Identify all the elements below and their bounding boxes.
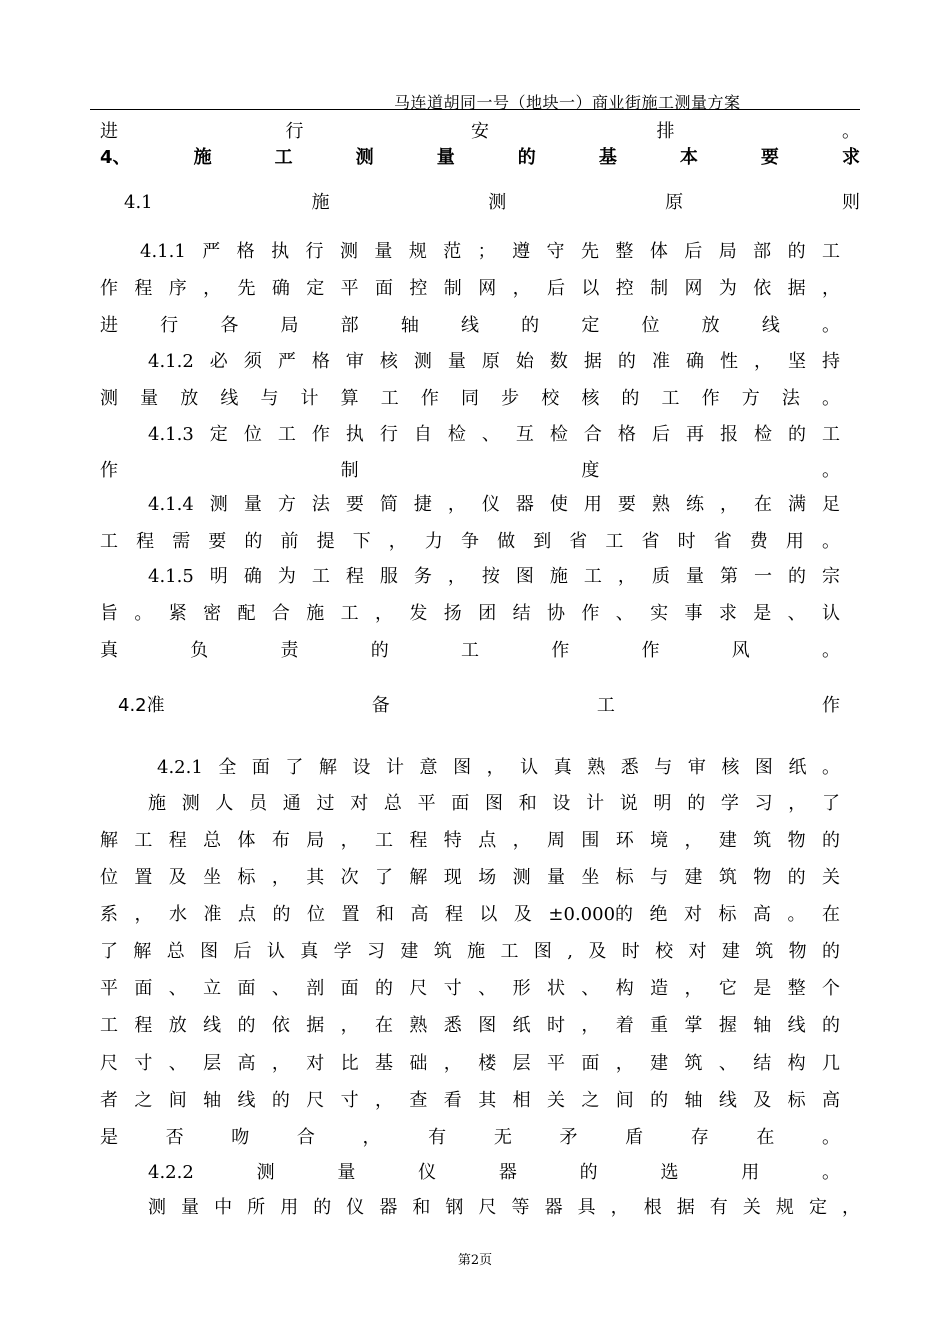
section-heading: 4、 施 工 测 量 的 基 本 要 求 [100,147,860,168]
subsection-heading: 4.2准 备 工 作 [118,695,840,716]
body-line: 工 程 放 线 的 依 据 ， 在 熟 悉 图 纸 时 ， 着 重 掌 握 轴 线 的 [100,1015,840,1036]
document-header-title: 马连道胡同一号（地块一）商业街施工测量方案 [394,93,741,112]
body-line: 施 测 人 员 通 过 对 总 平 面 图 和 设 计 说 明 的 学 习 ， 了 [148,793,840,814]
body-line: 4.1.3 定 位 工 作 执 行 自 检 、 互 检 合 格 后 再 报 检 的 工 [148,424,840,445]
body-line: 了 解 总 图 后 认 真 学 习 建 筑 施 工 图 , 及 时 校 对 建 筑 物 的 [100,941,840,962]
body-line: 测 量 中 所 用 的 仪 器 和 钢 尺 等 器 具 ， 根 据 有 关 规 定 ， [148,1197,860,1218]
body-line: 位 置 及 坐 标 ， 其 次 了 解 现 场 测 量 坐 标 与 建 筑 物 的 关 [100,867,840,888]
page-number: 第2页 [457,1253,493,1268]
body-line: 进 行 各 局 部 轴 线 的 定 位 放 线 。 [100,315,840,336]
subsection-heading: 4.1 施 测 原 则 [124,192,860,213]
body-line: 真 负 责 的 工 作 作 风 。 [100,640,840,661]
body-line: 4.1.5 明 确 为 工 程 服 务 ， 按 图 施 工 ， 质 量 第 一 的 宗 [148,566,840,587]
body-line: 解 工 程 总 体 布 局 ， 工 程 特 点 ， 周 围 环 境 ， 建 筑 物 的 [100,830,840,851]
body-line: 进 行 安 排 。 [100,121,860,142]
body-line: 尺 寸 、 层 高 ， 对 比 基 础 ， 楼 层 平 面 ， 建 筑 、 结 构 几 [100,1053,840,1074]
body-line: 4.1.2 必 须 严 格 审 核 测 量 原 始 数 据 的 准 确 性 ， 坚 持 [148,351,840,372]
body-line: 4.2.2 测 量 仪 器 的 选 用 。 [148,1162,840,1183]
header-divider [90,109,860,110]
body-line: 者 之 间 轴 线 的 尺 寸 ， 查 看 其 相 关 之 间 的 轴 线 及 标 高 [100,1090,840,1111]
body-line: 4.2.1 全 面 了 解 设 计 意 图 ， 认 真 熟 悉 与 审 核 图 纸 。 [157,757,840,778]
body-line: 平 面 、 立 面 、 剖 面 的 尺 寸 、 形 状 、 构 造 ， 它 是 整 个 [100,978,840,999]
body-line: 测 量 放 线 与 计 算 工 作 同 步 校 核 的 工 作 方 法 。 [100,388,840,409]
body-line: 是 否 吻 合 ， 有 无 矛 盾 存 在 。 [100,1127,840,1148]
body-line: 4.1.1 严 格 执 行 测 量 规 范 ； 遵 守 先 整 体 后 局 部 的 工 [140,241,840,262]
body-line: 作 制 度 。 [100,460,840,481]
body-line: 4.1.4 测 量 方 法 要 简 捷 ， 仪 器 使 用 要 熟 练 ， 在 满 足 [148,494,840,515]
body-line: 工 程 需 要 的 前 提 下 ， 力 争 做 到 省 工 省 时 省 费 用 。 [100,531,840,552]
body-line: 旨 。 紧 密 配 合 施 工 ， 发 扬 团 结 协 作 、 实 事 求 是 、 认 [100,603,840,624]
body-line: 系 ， 水 准 点 的 位 置 和 高 程 以 及 ±0.000的 绝 对 标 高 。 在 [100,904,840,925]
body-line: 作 程 序 ， 先 确 定 平 面 控 制 网 ， 后 以 控 制 网 为 依 据 ， [100,278,840,299]
